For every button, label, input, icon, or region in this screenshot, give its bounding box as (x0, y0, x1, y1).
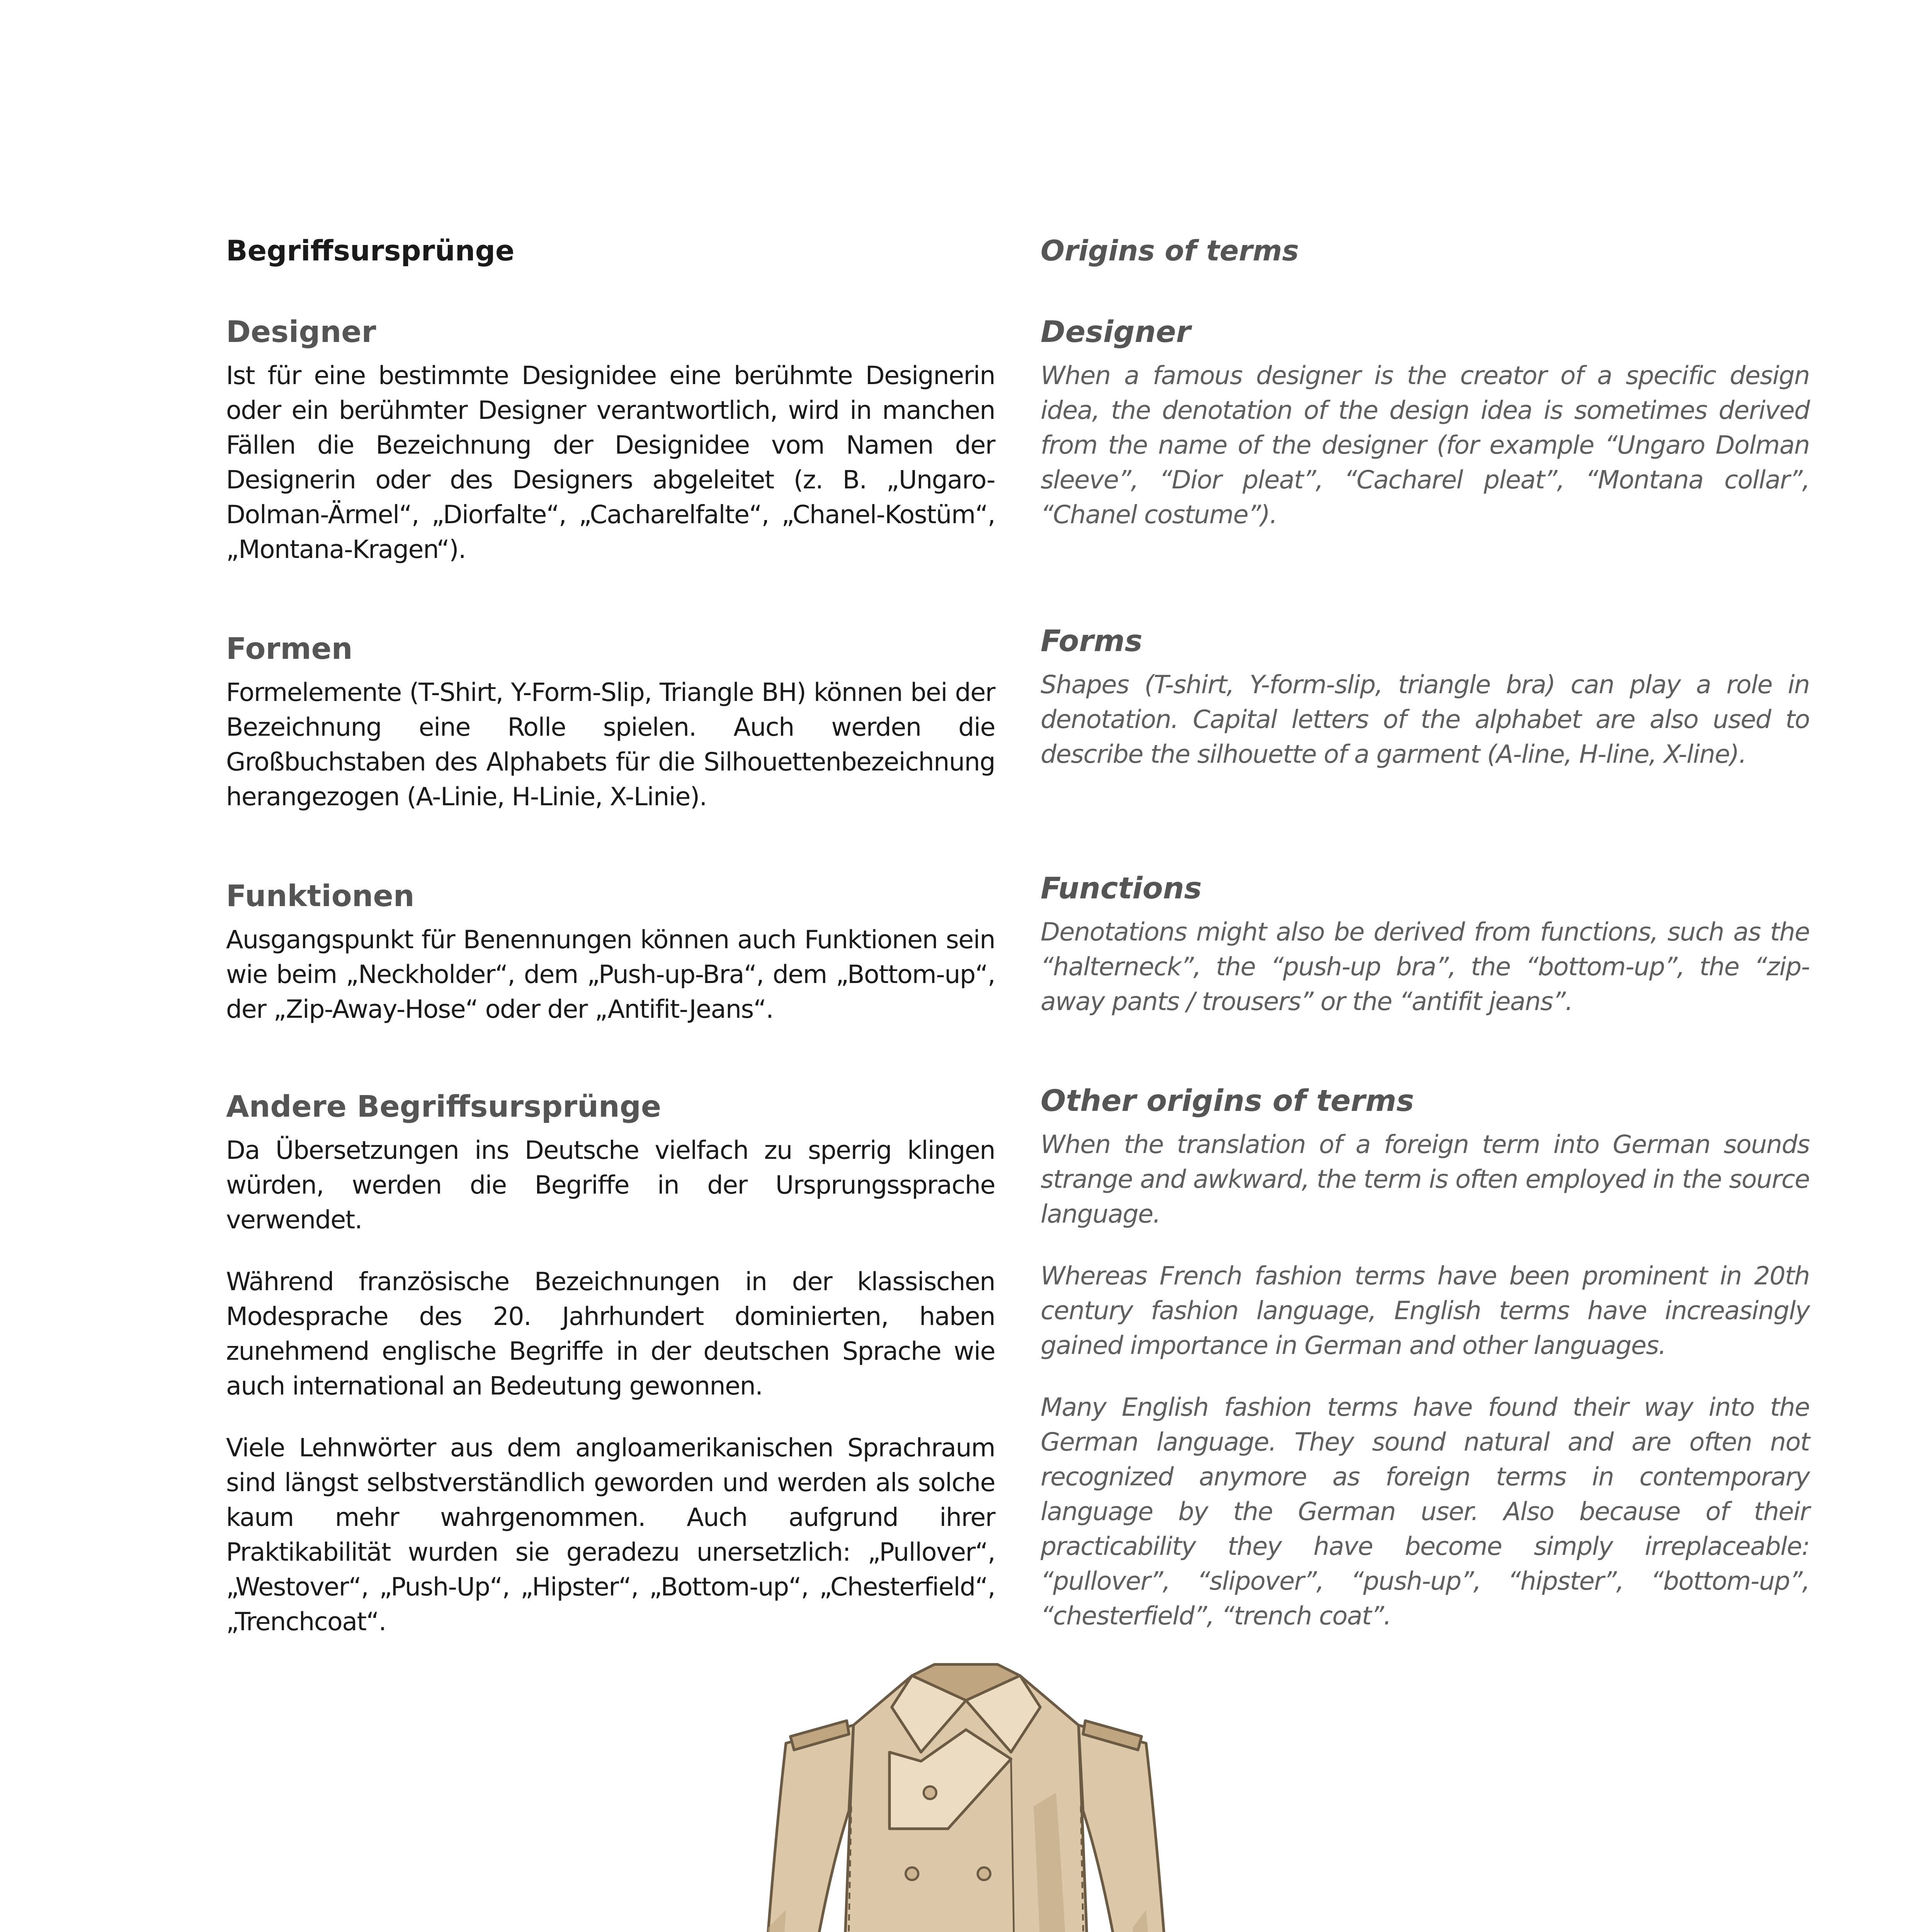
paragraph: Formelemente (T-Shirt, Y-Form-Slip, Triangle BH) können bei der Bezeichnung eine Rolle spielen. Auch werden die Großbuchstaben des Alphabets für die Silhouettenbezeichnung herangezogen (A-Linie, H-Linie, X-Linie). (226, 678, 995, 811)
paragraph: Many English fashion terms have found their way into the German language. They sound natural and are often not recognized anymore as foreign terms in contemporary language by the German user. Also because of their practicability they have become simply irreplaceable: “pullover”, “slipover”, “push-up”, “hipster”, “bottom-up”, “chesterfield”, “trench coat”. (1041, 1393, 1810, 1631)
section-other-de (226, 1088, 995, 1639)
section-functions-de (226, 877, 995, 1027)
paragraph: When a famous designer is the creator of a specific design idea, the denotation of the design idea is sometimes derived from the name of the designer (for example “Ungaro Dolman sleeve”, “Dior pleat”, “Cacharel pleat”, “Montana collar”, “Chanel costume”). (1041, 361, 1810, 529)
english-title: Origins of terms (1041, 235, 1299, 267)
section-heading: Other origins of terms (1041, 1084, 1414, 1118)
section-other-en (1041, 1082, 1810, 1634)
section-heading: Formen (226, 632, 353, 666)
section-designer-en (1041, 313, 1810, 532)
paragraph: Ist für eine bestimmte Designidee eine berühmte Designerin oder ein berühmter Designer verantwortlich, wird in manchen Fällen die Bezeichnung der Designidee vom Namen der Designerin oder des Designers abgeleitet (z. B. „Ungaro-Dolman-Ärmel“, „Diorfalte“, „Cacharelfalte“, „Chanel-Kostüm“, „Montana-Kragen“). (226, 361, 995, 564)
section-heading: Functions (1041, 871, 1202, 906)
left-sleeve (750, 1725, 854, 1932)
section-functions-en (1041, 869, 1810, 1019)
paragraph: Während französische Bezeichnungen in der klassischen Modesprache des 20. Jahrhundert dominierten, haben zunehmend englische Begriffe in der deutschen Sprache wie auch international an Bedeutung gewonnen. (226, 1267, 995, 1401)
section-heading: Designer (1041, 315, 1191, 349)
paragraph: Ausgangspunkt für Benennungen können auch Funktionen sein wie beim „Neckholder“, dem „Push-up-Bra“, dem „Bottom-up“, der „Zip-Away-Hose“ oder der „Antifit-Jeans“. (226, 925, 995, 1024)
section-heading: Andere Begriffsursprünge (226, 1090, 662, 1124)
german-title: Begriffsursprünge (226, 235, 515, 267)
paragraph: Viele Lehnwörter aus dem angloamerikanischen Sprachraum sind längst selbstverständlich geworden und werden als solche kaum mehr wahrgenommen. Auch aufgrund ihrer Praktikabilität wurden sie geradezu unersetzlich: „Pullover“, „Westover“, „Push-Up“, „Hipster“, „Bottom-up“, „Chesterfield“, „Trenchcoat“. (226, 1434, 995, 1636)
paragraph: Denotations might also be derived from functions, such as the “halterneck”, the “push-up bra”, the “bottom-up”, the “zip-away pants / trousers” or the “antifit jeans”. (1041, 918, 1810, 1016)
paragraph: Whereas French fashion terms have been prominent in 20th century fashion language, English terms have increasingly gained importance in German and other languages. (1041, 1262, 1810, 1360)
section-heading: Funktionen (226, 879, 415, 913)
paragraph: Da Übersetzungen ins Deutsche vielfach zu sperrig klingen würden, werden die Begriffe in der Ursprungssprache verwendet. (226, 1136, 995, 1235)
section-heading: Forms (1041, 624, 1143, 658)
trench-coat-illustration (738, 1658, 1194, 1932)
paragraph: When the translation of a foreign term into German sounds strange and awkward, the term is often employed in the source language. (1041, 1130, 1810, 1229)
section-designer-de (226, 313, 995, 567)
section-forms-en (1041, 622, 1810, 772)
section-forms-de (226, 630, 995, 815)
right-sleeve (1078, 1725, 1182, 1932)
paragraph: Shapes (T-shirt, Y-form-slip, triangle bra) can play a role in denotation. Capital letters of the alphabet are also used to describe the silhouette of a garment (A-line, H-line, X-line). (1041, 670, 1810, 769)
section-heading: Designer (226, 315, 376, 349)
